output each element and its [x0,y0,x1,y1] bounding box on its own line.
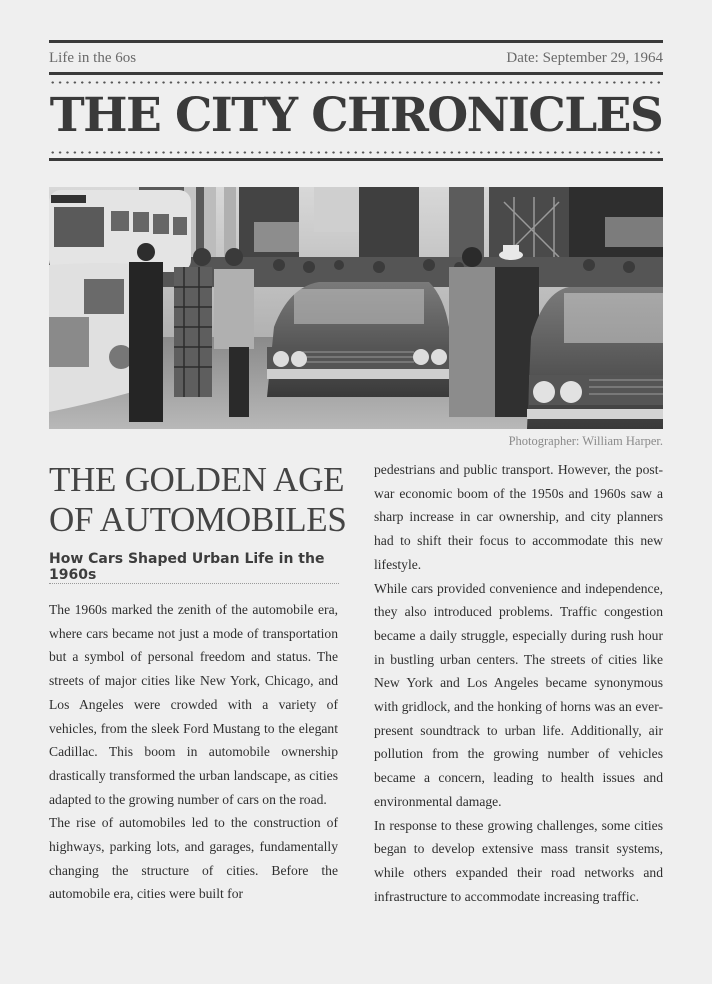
paragraph: In response to these growing challenges, some cities began to develop extensive mass transit systems, while others expanded their road networks and infrastructure to accommodate increasing traffic. [374,817,663,904]
paragraph: The rise of automobiles led to the construction of highways, parking lots, and garages, fundamentally changing the structure of cities. Before the automobile era, cities were built for [49,815,338,902]
paragraph: pedestrians and public transport. However, the post-war economic boom of the 1950s and 1960s saw a sharp increase in car ownership, and city planners had to shift their focus to accommodate this new lifestyle. [374,462,663,572]
dotted-rule-top [49,81,663,84]
header-bar [49,48,663,68]
header-rule [49,72,663,75]
headline-line-2: OF AUTOMOBILES [49,500,347,539]
paragraph: The 1960s marked the zenith of the automobile era, where cars became not just a mode of transportation but a symbol of personal freedom and status. The streets of major cities like New York, Chicago, and Los Angeles were crowded with a variety of vehicles, from the sleek Ford Mustang to the elegant Cadillac. This boom in automobile ownership drastically transformed the urban landscape, as cities adapted to the growing number of cars on the road. [49,602,338,807]
photo-caption: Photographer: William Harper. [508,434,663,448]
paragraph: While cars provided convenience and independence, they also introduced problems. Traffic congestion became a daily struggle, especially during rush hour in bustling urban centers. The streets of cities like New York and Los Angeles became synonymous with gridlock, and the honking of horns was an ever-present soundtrack to urban life. Additionally, air pollution from the growing number of vehicles became a concern, leading to health issues and environmental damage. [374,580,663,809]
article-headline [49,460,349,540]
headline-line-1: THE GOLDEN AGE [49,460,345,499]
top-rule [49,40,663,43]
section-label: Life in the 6os [49,49,137,66]
dotted-rule-bottom [49,151,663,154]
article-subheadline: How Cars Shaped Urban Life in the 1960s [49,551,325,583]
article-column-left [49,598,338,906]
masthead-rule [49,158,663,161]
street-photo-icon [49,187,663,429]
masthead-title: THE CITY CHRONICLES [49,88,663,143]
subhead-separator [49,583,339,585]
issue-date: Date: September 29, 1964 [506,49,663,66]
street-photo [49,187,663,429]
article-column-right [374,458,663,908]
